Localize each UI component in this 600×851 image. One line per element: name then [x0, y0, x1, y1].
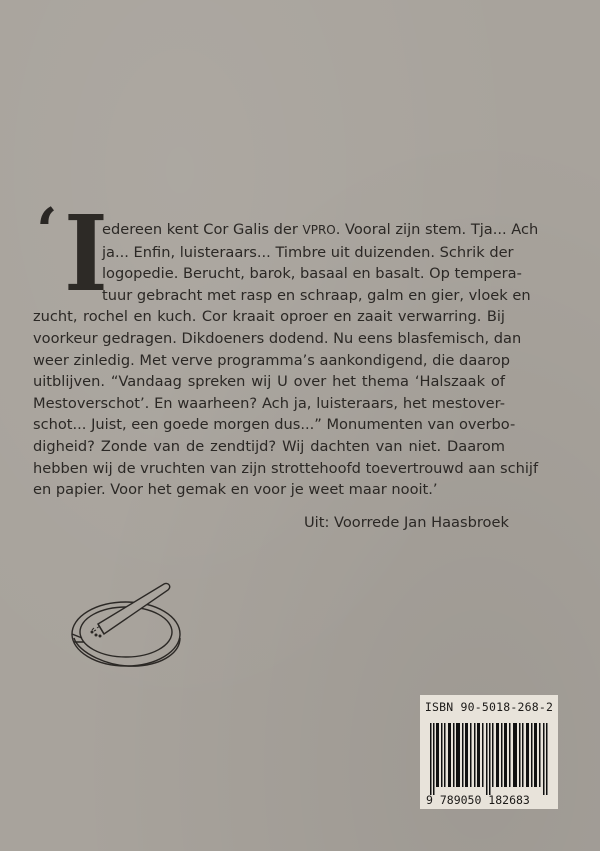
attribution: Uit: Voorrede Jan Haasbroek [304, 514, 509, 531]
blurb-line: edereen kent Cor Galis der VPRO. Vooral zijn stem. Tja... Ach [102, 221, 539, 238]
blurb-line: weer zinledig. Met verve programma’s aankondigend, die daarop [33, 351, 511, 369]
ashtray-with-cigarette-icon [68, 572, 196, 672]
vpro-smallcaps: VPRO [302, 223, 336, 237]
blurb-line: schot... Juist, een goede morgen dus...” Monumenten van overbo- [33, 416, 516, 434]
blurb-line: Mestoverschot’. En waarheen? Ach ja, luisteraars, het mestover- [33, 394, 505, 412]
barcode-icon [430, 723, 550, 795]
isbn-barcode-label [420, 695, 558, 809]
blurb-line: en papier. Voor het gemak en voor je weet maar nooit.’ [33, 481, 438, 499]
blurb-line: voorkeur gedragen. Dikdoeners dodend. Nu eens blasfemisch, dan [33, 329, 522, 347]
drop-cap-letter: I [64, 192, 108, 315]
blurb-line: ja... Enfin, luisteraars... Timbre uit duizenden. Schrik der [102, 243, 514, 261]
ean-digits: 9 789050 182683 [426, 793, 530, 807]
opening-quote-mark: ‘ [36, 194, 58, 267]
isbn-number: ISBN 90-5018-268-2 [424, 700, 554, 714]
blurb-line: uitblijven. “Vandaag spreken wij U over het thema ‘Halszaak of [33, 373, 505, 391]
blurb-line: digheid? Zonde van de zendtijd? Wij dachten van niet. Daarom [33, 437, 505, 455]
blurb-line: hebben wij de vruchten van zijn strottehoofd toevertrouwd aan schijf [33, 459, 539, 477]
blurb-line: tuur gebracht met rasp en schraap, galm en gier, vloek en [102, 286, 531, 304]
blurb-line: zucht, rochel en kuch. Cor kraait oproer en zaait verwarring. Bij [33, 308, 505, 326]
blurb-line: logopedie. Berucht, barok, basaal en basalt. Op tempera- [102, 265, 522, 283]
blurb-text [33, 219, 539, 501]
